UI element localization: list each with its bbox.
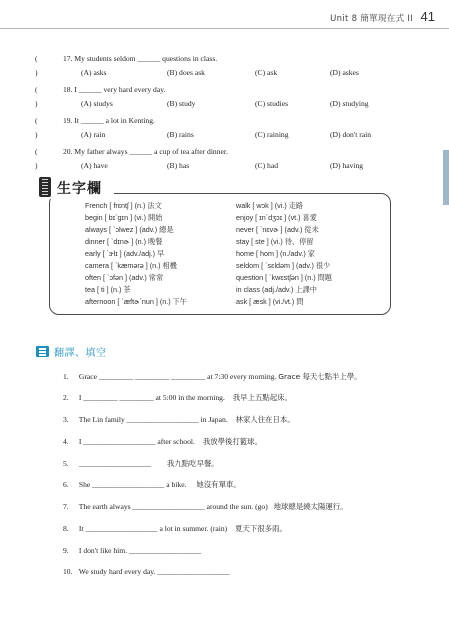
vocab-entry: walk [ wɔk ] (vi.) 走路 (236, 201, 304, 210)
section-title: 翻譯、填空 (54, 348, 107, 359)
option-c: (C) raining (255, 130, 289, 139)
vocab-entry: afternoon [ ˋæftɚˋnun ] (n.) 下午 (85, 297, 187, 306)
item-chinese: 林家人住在日本。 (235, 415, 295, 424)
option-c: (C) ask (255, 68, 278, 77)
translation-item-2: 2. I _________ _________ at 5:00 in the morning. 我早上五點起床。 (63, 393, 292, 402)
question-stem: 19. It ______ a lot in Kenting. (63, 116, 155, 125)
question-stem: 17. My students seldom ______ questions in class. (63, 54, 218, 63)
vocab-entry: ask [ æsk ] (vi./vt.) 問 (236, 297, 304, 306)
vocab-entry: stay [ ste ] (vi.) 待、停留 (236, 237, 314, 246)
option-b: (B) has (167, 161, 190, 170)
vocab-entry: camera [ ˋkæmərə ] (n.) 相機 (85, 261, 177, 270)
vocab-entry: dinner [ ˋdɪnɚ ] (n.) 晚餐 (85, 237, 163, 246)
option-c: (C) had (255, 161, 278, 170)
item-chinese: 她沒有單車。 (196, 480, 241, 489)
option-d: (D) askes (330, 68, 359, 77)
translation-item-4: 4. I ___________________ after school. 我放學後打籃球。 (63, 437, 262, 446)
header-rule (0, 28, 449, 29)
translation-item-3: 3. The Lin family ___________________ in Japan. 林家人住在日本。 (63, 415, 295, 424)
vocab-entry: seldom [ ˋsɛldəm ] (adv.) 很少 (236, 261, 331, 270)
translation-item-8: 8. It ___________________ a lot in summer. (rain) 夏天下很多雨。 (63, 524, 287, 533)
option-b: (B) study (167, 99, 196, 108)
item-chinese: Grace 每天七點半上學。 (278, 372, 362, 381)
vocab-entry: begin [ bɪˋgɪn ] (vi.) 開始 (85, 213, 163, 222)
vocab-entry: always [ ˋɔlwez ] (adv.) 總是 (85, 225, 174, 234)
page-tab-marker (443, 150, 449, 205)
item-chinese: 地球總是繞太陽運行。 (273, 502, 348, 511)
vocabulary-title: 生字欄 (57, 181, 102, 197)
item-sentence[interactable]: I _________ _________ at 5:00 in the morning. (78, 393, 225, 402)
option-d: (D) don't rain (330, 130, 372, 139)
translation-item-6: 6. She ___________________ a bike. 她沒有單車。 (63, 480, 241, 489)
translation-item-1: 1. Grace _________ _________ _________ at 7:30 every morning. Grace 每天七點半上學。 (63, 372, 362, 381)
item-sentence[interactable]: The Lin family ___________________ in Japan. (78, 415, 228, 424)
option-d: (D) having (330, 161, 364, 170)
question-stem: 20. My father always ______ a cup of tea after dinner. (63, 147, 228, 156)
answer-paren[interactable]: ( ) (35, 116, 38, 139)
answer-paren[interactable]: ( ) (35, 54, 38, 77)
vocab-entry: never [ ˋnɛvɚ ] (adv.) 從未 (236, 225, 319, 234)
translation-item-5: 5. ___________________ 我九點吃早餐。 (63, 459, 219, 468)
item-sentence[interactable]: The earth always ___________________ around the sun. (go) (78, 502, 268, 511)
vocab-entry: question [ ˋkwɛstʃən ] (n.) 問題 (236, 273, 332, 282)
option-d: (D) studying (330, 99, 369, 108)
item-chinese: 我早上五點起床。 (232, 393, 292, 402)
item-sentence[interactable]: I ___________________ after school. (78, 437, 195, 446)
answer-paren[interactable]: ( ) (35, 147, 38, 170)
page-number: 41 (420, 9, 435, 24)
translation-item-7: 7. The earth always ___________________ around the sun. (go) 地球總是繞太陽運行。 (63, 502, 348, 511)
option-a: (A) rain (81, 130, 106, 139)
item-sentence[interactable]: ___________________ (78, 459, 152, 468)
answer-paren[interactable]: ( ) (35, 85, 38, 108)
item-sentence[interactable]: I don't like him. ___________________ (78, 546, 202, 555)
vocab-entry: in class (adj./adv.) 上課中 (236, 285, 317, 294)
vocab-entry: often [ ˋɔfən ] (adv.) 常常 (85, 273, 164, 282)
item-sentence[interactable]: We study hard every day. ___________________ (78, 567, 230, 576)
item-chinese: 我九點吃早餐。 (166, 459, 219, 468)
item-chinese: 我放學後打籃球。 (202, 437, 262, 446)
question-stem: 18. I ______ very hard every day. (63, 85, 166, 94)
list-icon (36, 346, 49, 357)
item-sentence[interactable]: She ___________________ a bike. (78, 480, 187, 489)
option-a: (A) studys (81, 99, 113, 108)
vocab-entry: French [ frɛntʃ ] (n.) 法文 (85, 201, 162, 210)
item-sentence[interactable]: Grace _________ _________ _________ at 7:30 every morning. (78, 372, 277, 381)
translation-item-10: 10. We study hard every day. ___________________ (63, 567, 230, 576)
translation-item-9: 9. I don't like him. ___________________ (63, 546, 202, 555)
vocab-entry: tea [ ti ] (n.) 茶 (85, 285, 131, 294)
option-a: (A) have (81, 161, 108, 170)
book-icon (39, 177, 51, 197)
option-b: (B) does ask (167, 68, 205, 77)
option-b: (B) rains (167, 130, 194, 139)
option-a: (A) asks (81, 68, 107, 77)
item-sentence[interactable]: It ___________________ a lot in summer. (rain) (78, 524, 228, 533)
unit-label: Unit 8 簡單現在式 II (330, 14, 413, 24)
vocab-entry: enjoy [ ɪnˋdʒɔɪ ] (vt.) 喜愛 (236, 213, 317, 222)
option-c: (C) studies (255, 99, 289, 108)
vocab-entry: home [ hom ] (n./adv.) 家 (236, 249, 315, 258)
vocab-entry: early [ ˋɝlɪ ] (adv./adj.) 早 (85, 249, 165, 258)
item-chinese: 夏天下很多雨。 (235, 524, 287, 533)
